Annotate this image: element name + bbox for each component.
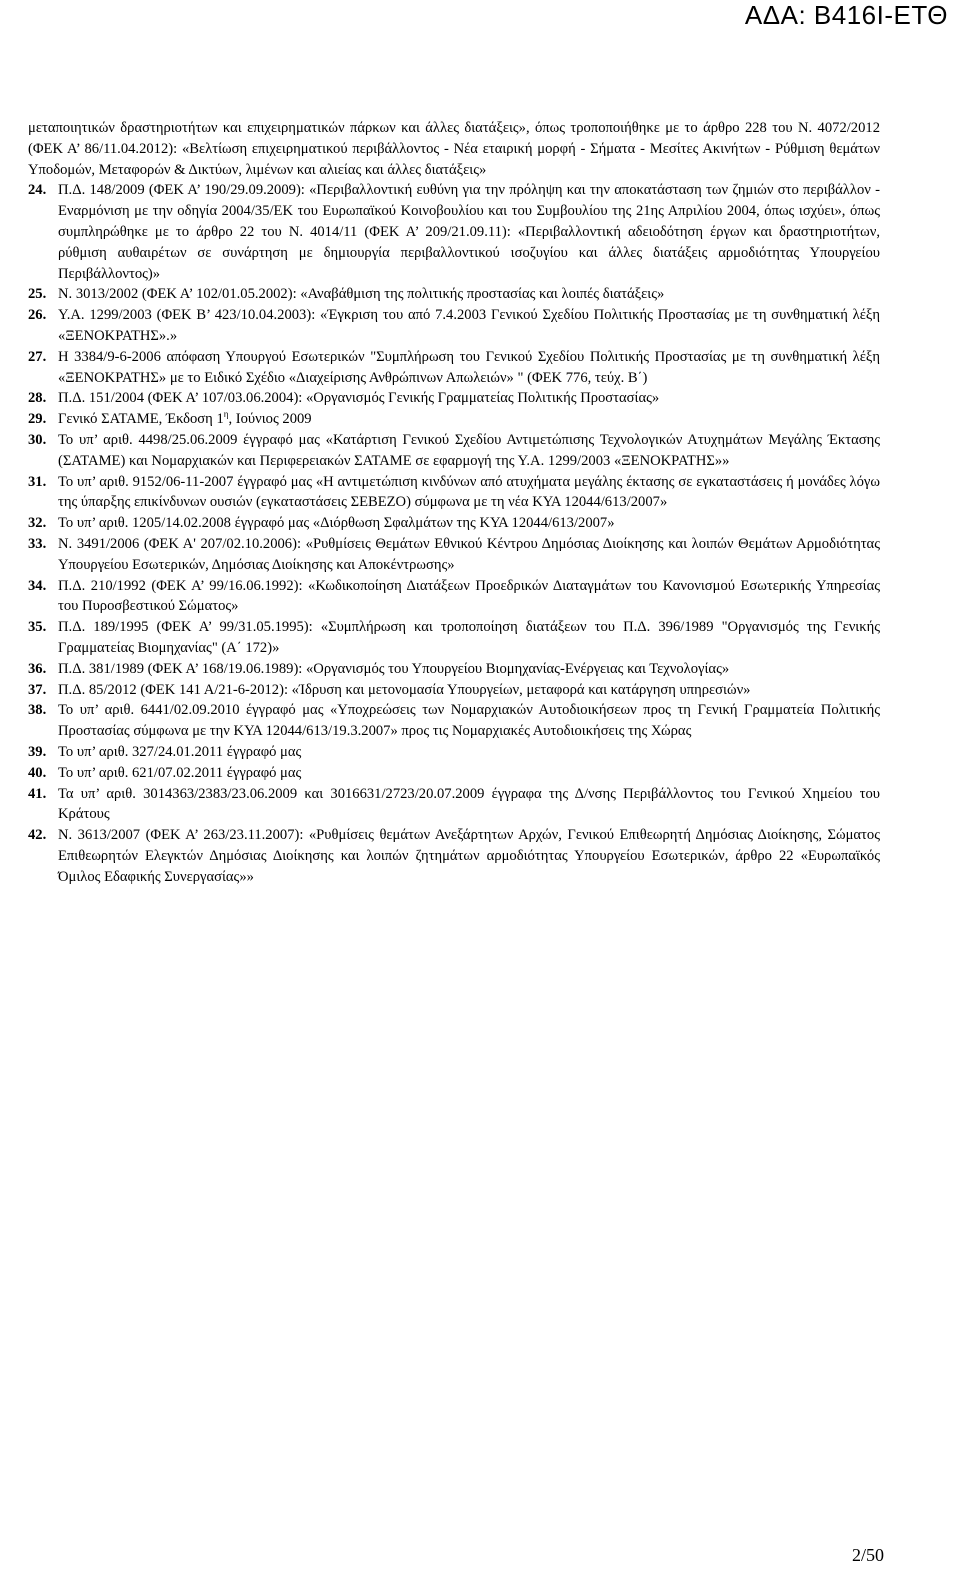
list-item <box>28 576 880 618</box>
item-text-before: Γενικό ΣΑΤΑΜΕ, Έκδοση 1 <box>58 411 224 428</box>
list-item <box>28 534 880 576</box>
item-number: 34. <box>28 577 47 594</box>
item-text: Το υπ’ αριθ. 9152/06-11-2007 έγγραφό μας «Η αντιμετώπιση κινδύνων από ατυχήματα μεγάλης έκτασης σε εγκαταστάσεις ή μονάδες λόγω της ύπαρξης επικίνδυνων ουσιών (εγκαταστάσεις ΣΕΒΕΖΟ) σύμφωνα με τη νέα ΚΥΑ 12044/613/2007» <box>58 473 880 511</box>
item-text: Η 3384/9-6-2006 απόφαση Υπουργού Εσωτερικών "Συμπλήρωση του Γενικού Σχεδίου Πολιτικής Προστασίας με τη συνθηματική λέξη «ΞΕΝΟΚΡΑΤΗΣ» με το Ειδικό Σχέδιο «Διαχείρισης Ανθρώπινων Απωλειών» " (ΦΕΚ 776, τεύχ. Β΄) <box>58 348 880 386</box>
list-item <box>28 305 880 347</box>
item-text: Το υπ’ αριθ. 327/24.01.2011 έγγραφό μας <box>58 743 302 760</box>
list-item <box>28 763 880 784</box>
item-text: Π.Δ. 151/2004 (ΦΕΚ Α’ 107/03.06.2004): «Οργανισμός Γενικής Γραμματείας Πολιτικής Προστασίας» <box>58 390 660 407</box>
item-number: 32. <box>28 515 47 532</box>
item-number: 24. <box>28 182 47 199</box>
item-text: Ν. 3013/2002 (ΦΕΚ Α’ 102/01.05.2002): «Αναβάθμιση της πολιτικής προστασίας και λοιπές διατάξεις» <box>58 286 665 303</box>
item-number: 28. <box>28 390 47 407</box>
item-number: 31. <box>28 473 47 490</box>
list-item <box>28 513 880 534</box>
item-text: Το υπ’ αριθ. 1205/14.02.2008 έγγραφό μας «Διόρθωση Σφαλμάτων της ΚΥΑ 12044/613/2007» <box>58 515 615 532</box>
page-number: 2/50 <box>851 1545 884 1565</box>
item-text: Π.Δ. 148/2009 (ΦΕΚ Α’ 190/29.09.2009): «Περιβαλλοντική ευθύνη για την πρόληψη και την αποκατάσταση των ζημιών στο περιβάλλον - Εναρμόνιση με την οδηγία 2004/35/ΕΚ του Ευρωπαϊκού Κοινοβουλίου και του Συμβουλίου της 21ης Απριλίου 2004, όπως ισχύει», όπως συμπληρώθηκε με το άρθρο 22 του Ν. 4014/11 (ΦΕΚ Α’ 209/21.09.11): «Περιβαλλοντική αδειοδότηση έργων και δραστηριοτήτων, ρύθμιση αυθαιρέτων σε συνάρτηση με δημιουργία περιβαλλοντικού ισοζυγίου και άλλες διατάξεις αρμοδιότητας Υπουργείου Περιβάλλοντος)» <box>58 182 880 282</box>
item-text: Το υπ’ αριθ. 621/07.02.2011 έγγραφό μας <box>58 764 302 781</box>
list-item <box>28 617 880 659</box>
item-number: 26. <box>28 307 47 324</box>
item-number: 33. <box>28 535 47 552</box>
list-item <box>28 430 880 472</box>
list-item <box>28 825 880 887</box>
item-text: Υ.Α. 1299/2003 (ΦΕΚ Β’ 423/10.04.2003): «Έγκριση του από 7.4.2003 Γενικού Σχεδίου Πολιτικής Προστασίας με τη συνθηματική λέξη «ΞΕΝΟΚΡΑΤΗΣ».» <box>58 307 880 344</box>
list-item <box>28 700 880 742</box>
references-list <box>28 118 880 887</box>
item-number: 42. <box>28 827 47 844</box>
intro-paragraph: μεταποιητικών δραστηριοτήτων και επιχειρηματικών πάρκων και άλλες διατάξεις», όπως τροποποιήθηκε με το άρθρο 228 του Ν. 4072/2012 (ΦΕΚ Α’ 86/11.04.2012): «Βελτίωση επιχειρηματικού περιβάλλοντος - Νέα εταιρική μορφή - Σήματα - Μεσίτες Ακινήτων - Ρύθμιση θεμάτων Υποδομών, Μεταφορών & Δικτύων, λιμένων και αλιείας και άλλες διατάξεις» <box>28 120 880 178</box>
list-item <box>28 347 880 389</box>
item-text: Ν. 3613/2007 (ΦΕΚ Α’ 263/23.11.2007): «Ρυθμίσεις θεμάτων Ανεξάρτητων Αρχών, Γενικού Επιθεωρητή Δημόσιας Διοίκησης, Σώματος Επιθεωρητών Ελεγκτών Δημόσιας Διοίκησης και λοιπών ζητημάτων αρμοδιότητας Υπουργείου Εσωτερικών, άρθρο 22 «Ευρωπαϊκός Όμιλος Εδαφικής Συνεργασίας»» <box>58 827 880 885</box>
document-ada-code: ΑΔΑ: Β416Ι-ΕΤΘ <box>744 0 948 30</box>
list-item <box>28 388 880 409</box>
item-number: 30. <box>28 431 47 448</box>
list-item <box>28 180 880 284</box>
item-number: 37. <box>28 681 47 698</box>
item-number: 38. <box>28 702 47 719</box>
item-text: Π.Δ. 210/1992 (ΦΕΚ Α’ 99/16.06.1992): «Κωδικοποίηση Διατάξεων Προεδρικών Διαταγμάτων του Κανονισμού Εσωτερικής Υπηρεσίας του Πυροσβεστικού Σώματος» <box>58 577 880 615</box>
list-item <box>28 784 880 826</box>
item-number: 36. <box>28 660 47 677</box>
item-text: Τα υπ’ αριθ. 3014363/2383/23.06.2009 και 3016631/2723/20.07.2009 έγγραφα της Δ/νσης Περιβάλλοντος του Γενικού Χημείου του Κράτους <box>58 785 880 823</box>
item-text: Π.Δ. 85/2012 (ΦΕΚ 141 Α/21-6-2012): «Ίδρυση και μετονομασία Υπουργείων, μεταφορά και κατάργηση υπηρεσιών» <box>58 681 751 698</box>
list-item <box>28 472 880 514</box>
item-number: 40. <box>28 764 47 781</box>
item-text: Το υπ’ αριθ. 4498/25.06.2009 έγγραφό μας «Κατάρτιση Γενικού Σχεδίου Αντιμετώπισης Τεχνολογικών Ατυχημάτων Μεγάλης Έκτασης (ΣΑΤΑΜΕ) και Νομαρχιακών και Περιφερειακών ΣΑΤΑΜΕ σε εφαρμογή της Υ.Α. 1299/2003 «ΞΕΝΟΚΡΑΤΗΣ»» <box>58 431 880 469</box>
item-number: 25. <box>28 286 47 303</box>
item-number: 41. <box>28 785 47 802</box>
list-item <box>28 409 880 430</box>
item-number: 39. <box>28 743 47 760</box>
list-item <box>28 742 880 763</box>
item-text: Π.Δ. 189/1995 (ΦΕΚ Α’ 99/31.05.1995): «Συμπλήρωση και τροποποίηση διατάξεων του Π.Δ. 396/1989 "Οργανισμός της Γενικής Γραμματείας Βιομηχανίας" (Α΄ 172)» <box>58 619 880 656</box>
item-number: 27. <box>28 348 47 365</box>
item-text-after: , Ιούνιος 2009 <box>228 411 312 428</box>
list-item <box>28 659 880 680</box>
list-item <box>28 680 880 701</box>
item-number: 35. <box>28 619 47 636</box>
list-item <box>28 284 880 305</box>
item-text: Π.Δ. 381/1989 (ΦΕΚ Α’ 168/19.06.1989): «Οργανισμός του Υπουργείου Βιομηχανίας-Ενέργειας και Τεχνολογίας» <box>58 660 730 677</box>
ordinal-superscript: η <box>223 409 229 420</box>
item-number: 29. <box>28 411 47 428</box>
item-text: Το υπ’ αριθ. 6441/02.09.2010 έγγραφό μας «Υποχρεώσεις των Νομαρχιακών Αυτοδιοικήσεων προς τη Γενική Γραμματεία Πολιτικής Προστασίας σύμφωνα με την ΚΥΑ 12044/613/19.3.2007» προς τις Νομαρχιακές Αυτοδιοικήσεις της Χώρας <box>58 702 880 740</box>
item-text: Ν. 3491/2006 (ΦΕΚ Α' 207/02.10.2006): «Ρυθμίσεις Θεμάτων Εθνικού Κέντρου Δημόσιας Διοίκησης και λοιπών Θεμάτων Αρμοδιότητας Υπουργείου Εσωτερικών, Δημόσιας Διοίκησης και Αποκέντρωσης» <box>58 535 880 573</box>
